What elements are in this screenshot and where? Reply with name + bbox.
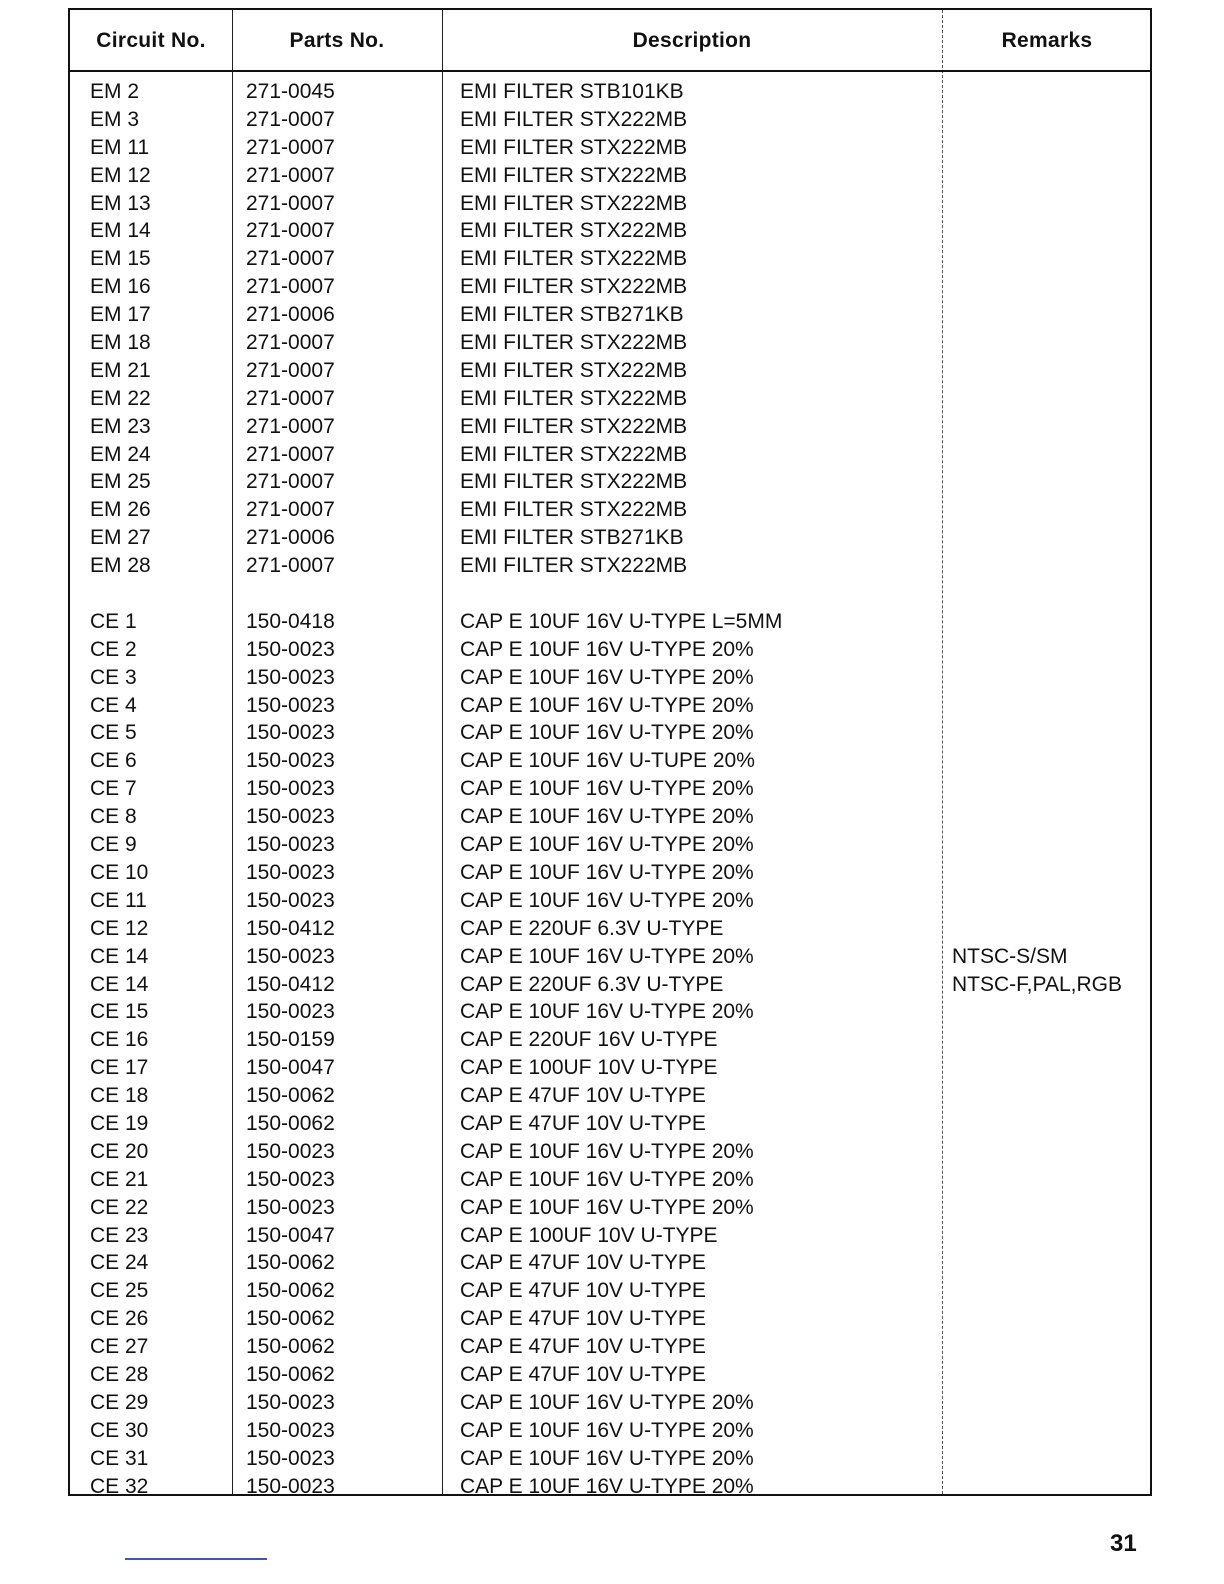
table-row — [70, 1026, 1150, 1054]
table-row — [70, 1361, 1150, 1389]
parts-no-cell: 150-0023 — [246, 1000, 335, 1024]
table-row — [70, 385, 1150, 413]
parts-no-cell: 150-0062 — [246, 1111, 335, 1135]
parts-no-cell: 271-0007 — [246, 498, 335, 522]
footer-rule — [125, 1558, 267, 1560]
parts-no-cell: 150-0023 — [246, 749, 335, 773]
circuit-no-cell: CE 10 — [90, 860, 149, 884]
circuit-no-cell: CE 6 — [90, 749, 137, 773]
description-cell: EMI FILTER STX222MB — [460, 135, 688, 159]
table-row — [70, 719, 1150, 747]
description-cell: CAP E 10UF 16V U-TYPE L=5MM — [460, 609, 783, 633]
table-row — [70, 664, 1150, 692]
description-cell: CAP E 10UF 16V U-TYPE 20% — [460, 1167, 754, 1191]
circuit-no-cell: EM 15 — [90, 247, 151, 271]
circuit-no-cell: CE 23 — [90, 1223, 149, 1247]
table-row — [70, 1473, 1150, 1501]
description-cell: CAP E 10UF 16V U-TYPE 20% — [460, 777, 754, 801]
circuit-no-cell: CE 15 — [90, 1000, 149, 1024]
circuit-no-cell: CE 5 — [90, 721, 137, 745]
table-row — [70, 245, 1150, 273]
table-row — [70, 803, 1150, 831]
table-row — [70, 78, 1150, 106]
table-row — [70, 106, 1150, 134]
circuit-no-cell: CE 25 — [90, 1279, 149, 1303]
circuit-no-cell: CE 27 — [90, 1335, 149, 1359]
table-row — [70, 190, 1150, 218]
description-cell: CAP E 10UF 16V U-TYPE 20% — [460, 944, 754, 968]
parts-no-cell: 150-0023 — [246, 1167, 335, 1191]
table-row — [70, 301, 1150, 329]
page-number: 31 — [1110, 1530, 1137, 1557]
description-cell: EMI FILTER STX222MB — [460, 331, 688, 355]
table-row — [70, 273, 1150, 301]
description-cell: CAP E 10UF 16V U-TYPE 20% — [460, 1000, 754, 1024]
circuit-no-cell: EM 27 — [90, 526, 151, 550]
circuit-no-cell: EM 11 — [90, 135, 150, 159]
description-cell: EMI FILTER STX222MB — [460, 247, 688, 271]
description-cell: CAP E 10UF 16V U-TYPE 20% — [460, 1474, 754, 1498]
circuit-no-cell: EM 13 — [90, 191, 151, 215]
description-cell: CAP E 10UF 16V U-TYPE 20% — [460, 637, 754, 661]
remarks-cell: NTSC-S/SM — [952, 944, 1068, 968]
circuit-no-cell: CE 7 — [90, 777, 137, 801]
table-row — [70, 1389, 1150, 1417]
table-row — [70, 608, 1150, 636]
parts-no-cell: 150-0412 — [246, 972, 335, 996]
description-cell: CAP E 10UF 16V U-TYPE 20% — [460, 1139, 754, 1163]
header-circuit-no: Circuit No. — [96, 29, 206, 52]
parts-no-cell: 271-0007 — [246, 442, 335, 466]
table-row — [70, 329, 1150, 357]
parts-no-cell: 271-0006 — [246, 303, 335, 327]
description-cell: CAP E 10UF 16V U-TUPE 20% — [460, 749, 755, 773]
description-cell: CAP E 47UF 10V U-TYPE — [460, 1362, 706, 1386]
header-remarks: Remarks — [1001, 29, 1093, 52]
table-row — [70, 217, 1150, 245]
circuit-no-cell: EM 26 — [90, 498, 151, 522]
table-row — [70, 1082, 1150, 1110]
table-row — [70, 1333, 1150, 1361]
parts-no-cell: 150-0159 — [246, 1028, 335, 1052]
circuit-no-cell: EM 16 — [90, 275, 151, 299]
circuit-no-cell: CE 3 — [90, 665, 137, 689]
table-row — [70, 1305, 1150, 1333]
table-row — [70, 1054, 1150, 1082]
description-cell: EMI FILTER STX222MB — [460, 358, 688, 382]
parts-no-cell: 150-0023 — [246, 805, 335, 829]
parts-no-cell: 150-0023 — [246, 1474, 335, 1498]
circuit-no-cell: CE 20 — [90, 1139, 149, 1163]
description-cell: EMI FILTER STB101KB — [460, 80, 684, 103]
description-cell: EMI FILTER STX222MB — [460, 498, 688, 522]
table-row — [70, 1277, 1150, 1305]
circuit-no-cell: CE 1 — [90, 609, 137, 633]
description-cell: CAP E 220UF 16V U-TYPE — [460, 1028, 718, 1052]
description-cell: CAP E 100UF 10V U-TYPE — [460, 1223, 718, 1247]
parts-no-cell: 150-0023 — [246, 833, 335, 857]
table-row — [70, 998, 1150, 1026]
parts-no-cell: 150-0062 — [246, 1279, 335, 1303]
table-row — [70, 915, 1150, 943]
circuit-no-cell: EM 21 — [90, 358, 151, 382]
circuit-no-cell: CE 28 — [90, 1362, 149, 1386]
table-row — [70, 413, 1150, 441]
description-cell: CAP E 47UF 10V U-TYPE — [460, 1335, 706, 1359]
parts-no-cell: 150-0062 — [246, 1362, 335, 1386]
circuit-no-cell: EM 18 — [90, 331, 151, 355]
parts-no-cell: 150-0023 — [246, 1390, 335, 1414]
description-cell: EMI FILTER STX222MB — [460, 219, 688, 243]
table-row — [70, 943, 1150, 971]
parts-no-cell: 150-0023 — [246, 1418, 335, 1442]
description-cell: CAP E 10UF 16V U-TYPE 20% — [460, 665, 754, 689]
parts-list-table — [68, 8, 1152, 1496]
parts-no-cell: 150-0023 — [246, 665, 335, 689]
parts-no-cell: 150-0062 — [246, 1335, 335, 1359]
description-cell: CAP E 47UF 10V U-TYPE — [460, 1279, 706, 1303]
description-cell: EMI FILTER STB271KB — [460, 526, 684, 550]
table-row — [70, 524, 1150, 552]
table-row — [70, 162, 1150, 190]
table-row — [70, 1138, 1150, 1166]
parts-no-cell: 271-0006 — [246, 526, 335, 550]
parts-no-cell: 271-0007 — [246, 414, 335, 438]
circuit-no-cell: CE 16 — [90, 1028, 149, 1052]
description-cell: CAP E 10UF 16V U-TYPE 20% — [460, 721, 754, 745]
description-cell: CAP E 100UF 10V U-TYPE — [460, 1056, 718, 1080]
parts-no-cell: 271-0007 — [246, 470, 335, 494]
description-cell: CAP E 10UF 16V U-TYPE 20% — [460, 860, 754, 884]
table-row — [70, 887, 1150, 915]
parts-no-cell: 271-0007 — [246, 331, 335, 355]
circuit-no-cell: CE 31 — [90, 1446, 149, 1470]
description-cell: CAP E 47UF 10V U-TYPE — [460, 1111, 706, 1135]
description-cell: CAP E 220UF 6.3V U-TYPE — [460, 916, 724, 940]
parts-no-cell: 150-0062 — [246, 1251, 335, 1275]
parts-no-cell: 150-0023 — [246, 944, 335, 968]
parts-no-cell: 150-0023 — [246, 721, 335, 745]
description-cell: CAP E 47UF 10V U-TYPE — [460, 1251, 706, 1275]
description-cell: CAP E 10UF 16V U-TYPE 20% — [460, 1446, 754, 1470]
table-row — [70, 775, 1150, 803]
table-row — [70, 134, 1150, 162]
parts-no-cell: 271-0007 — [246, 135, 335, 159]
table-row — [70, 636, 1150, 664]
circuit-no-cell: CE 14 — [90, 944, 149, 968]
table-row — [70, 552, 1150, 580]
table-row — [70, 831, 1150, 859]
circuit-no-cell: CE 22 — [90, 1195, 149, 1219]
table-row — [70, 1222, 1150, 1250]
circuit-no-cell: CE 2 — [90, 637, 137, 661]
circuit-no-cell: CE 19 — [90, 1111, 149, 1135]
table-row — [70, 1110, 1150, 1138]
circuit-no-cell: CE 21 — [90, 1167, 149, 1191]
table-row — [70, 692, 1150, 720]
description-cell: EMI FILTER STX222MB — [460, 414, 688, 438]
table-row — [70, 357, 1150, 385]
parts-no-cell: 271-0007 — [246, 219, 335, 243]
table-row — [70, 1445, 1150, 1473]
description-cell: CAP E 10UF 16V U-TYPE 20% — [460, 833, 754, 857]
parts-no-cell: 150-0023 — [246, 777, 335, 801]
description-cell: CAP E 10UF 16V U-TYPE 20% — [460, 805, 754, 829]
parts-no-cell: 271-0007 — [246, 554, 335, 578]
circuit-no-cell: EM 17 — [90, 303, 151, 327]
table-row — [70, 441, 1150, 469]
parts-no-cell: 150-0062 — [246, 1307, 335, 1331]
header-description: Description — [632, 29, 752, 52]
circuit-no-cell: CE 8 — [90, 805, 137, 829]
table-row — [70, 747, 1150, 775]
circuit-no-cell: CE 24 — [90, 1251, 149, 1275]
parts-no-cell: 150-0062 — [246, 1084, 335, 1108]
parts-no-cell: 150-0023 — [246, 1195, 335, 1219]
description-cell: EMI FILTER STX222MB — [460, 163, 688, 187]
description-cell: EMI FILTER STB271KB — [460, 303, 684, 327]
parts-no-cell: 271-0007 — [246, 163, 335, 187]
table-row — [70, 468, 1150, 496]
circuit-no-cell: CE 32 — [90, 1474, 149, 1498]
parts-no-cell: 150-0023 — [246, 637, 335, 661]
description-cell: CAP E 10UF 16V U-TYPE 20% — [460, 1195, 754, 1219]
description-cell: CAP E 10UF 16V U-TYPE 20% — [460, 693, 754, 717]
circuit-no-cell: CE 17 — [90, 1056, 149, 1080]
parts-no-cell: 271-0007 — [246, 247, 335, 271]
circuit-no-cell: EM 25 — [90, 470, 151, 494]
parts-no-cell: 150-0047 — [246, 1223, 335, 1247]
description-cell: EMI FILTER STX222MB — [460, 554, 688, 578]
table-row — [70, 1194, 1150, 1222]
parts-no-cell: 150-0047 — [246, 1056, 335, 1080]
description-cell: CAP E 220UF 6.3V U-TYPE — [460, 972, 724, 996]
parts-no-cell: 150-0418 — [246, 609, 335, 633]
description-cell: CAP E 10UF 16V U-TYPE 20% — [460, 888, 754, 912]
description-cell: EMI FILTER STX222MB — [460, 275, 688, 299]
table-row — [70, 971, 1150, 999]
parts-no-cell: 150-0023 — [246, 1446, 335, 1470]
circuit-no-cell: EM 14 — [90, 219, 151, 243]
description-cell: CAP E 10UF 16V U-TYPE 20% — [460, 1390, 754, 1414]
circuit-no-cell: EM 2 — [90, 80, 140, 103]
table-row — [70, 859, 1150, 887]
parts-no-cell: 271-0045 — [246, 80, 335, 103]
header-parts-no: Parts No. — [289, 29, 385, 52]
circuit-no-cell: EM 12 — [90, 163, 151, 187]
description-cell: CAP E 47UF 10V U-TYPE — [460, 1084, 706, 1108]
parts-no-cell: 271-0007 — [246, 386, 335, 410]
circuit-no-cell: CE 14 — [90, 972, 149, 996]
circuit-no-cell: CE 11 — [90, 888, 147, 912]
circuit-no-cell: CE 4 — [90, 693, 137, 717]
table-body — [70, 78, 1150, 1500]
remarks-cell: NTSC-F,PAL,RGB — [952, 972, 1122, 996]
parts-no-cell: 271-0007 — [246, 191, 335, 215]
description-cell: CAP E 10UF 16V U-TYPE 20% — [460, 1418, 754, 1442]
circuit-no-cell: CE 26 — [90, 1307, 149, 1331]
table-row — [70, 1166, 1150, 1194]
circuit-no-cell: EM 28 — [90, 554, 151, 578]
description-cell: EMI FILTER STX222MB — [460, 107, 688, 131]
parts-no-cell: 150-0023 — [246, 693, 335, 717]
parts-no-cell: 150-0023 — [246, 1139, 335, 1163]
circuit-no-cell: EM 3 — [90, 107, 140, 131]
circuit-no-cell: CE 18 — [90, 1084, 149, 1108]
table-row — [70, 1417, 1150, 1445]
circuit-no-cell: EM 24 — [90, 442, 151, 466]
circuit-no-cell: CE 29 — [90, 1390, 149, 1414]
parts-no-cell: 150-0023 — [246, 860, 335, 884]
circuit-no-cell: CE 12 — [90, 916, 149, 940]
description-cell: EMI FILTER STX222MB — [460, 191, 688, 215]
circuit-no-cell: EM 22 — [90, 386, 151, 410]
description-cell: EMI FILTER STX222MB — [460, 386, 688, 410]
circuit-no-cell: CE 30 — [90, 1418, 149, 1442]
description-cell: EMI FILTER STX222MB — [460, 470, 688, 494]
description-cell: EMI FILTER STX222MB — [460, 442, 688, 466]
parts-no-cell: 150-0412 — [246, 916, 335, 940]
table-row — [70, 1249, 1150, 1277]
header-divider — [70, 70, 1150, 72]
parts-no-cell: 271-0007 — [246, 358, 335, 382]
table-row — [70, 496, 1150, 524]
parts-no-cell: 271-0007 — [246, 275, 335, 299]
description-cell: CAP E 47UF 10V U-TYPE — [460, 1307, 706, 1331]
circuit-no-cell: CE 9 — [90, 833, 137, 857]
circuit-no-cell: EM 23 — [90, 414, 151, 438]
parts-no-cell: 150-0023 — [246, 888, 335, 912]
parts-no-cell: 271-0007 — [246, 107, 335, 131]
